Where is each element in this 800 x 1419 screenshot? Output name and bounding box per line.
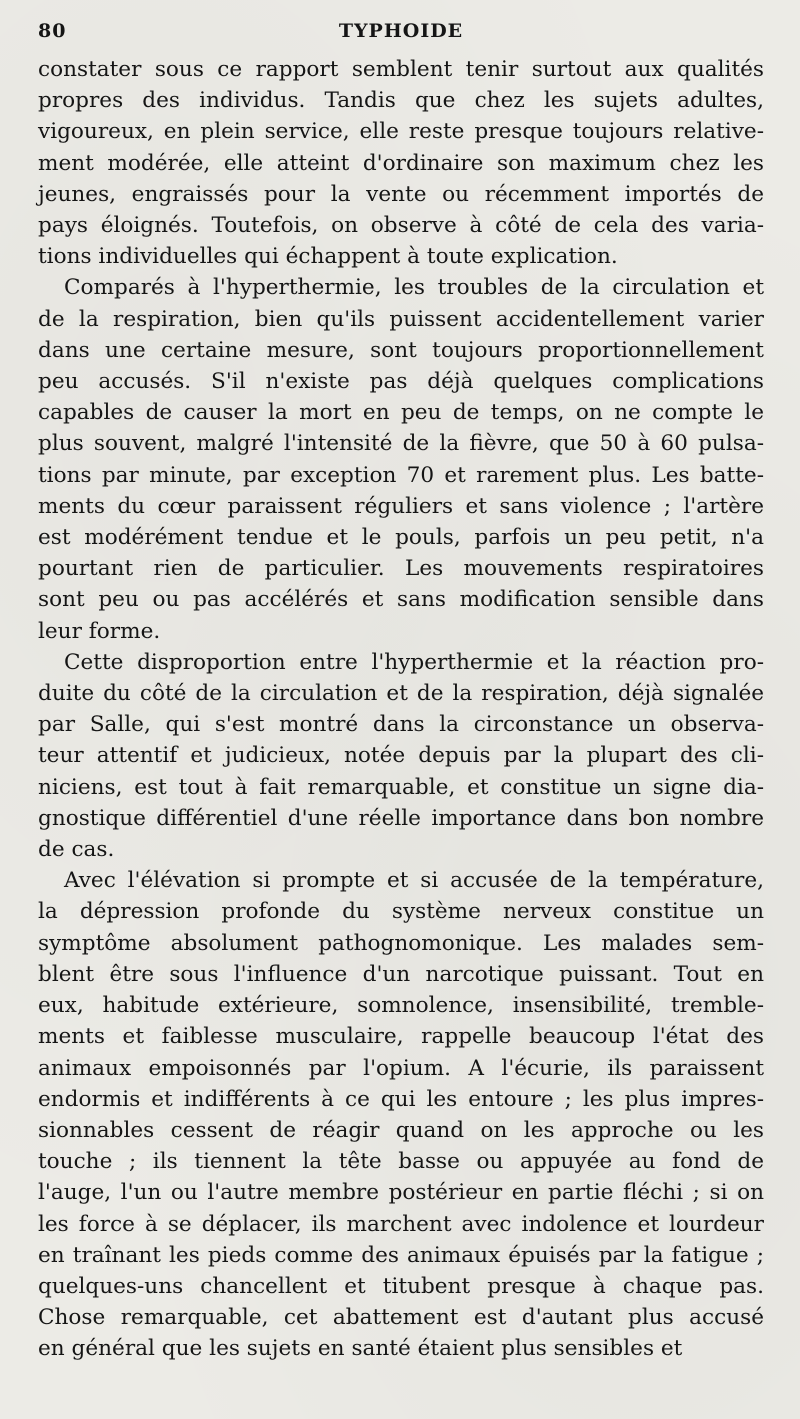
text-line: sionnables cessent de réagir quand on les approche ou les (38, 1117, 764, 1143)
text-line: quelques-uns chancellent et titubent presque à chaque pas. (38, 1273, 764, 1299)
paragraph (38, 272, 764, 646)
text-line: ment modérée, elle atteint d'ordinaire son maximum chez les (38, 150, 764, 176)
text-line: animaux empoisonnés par l'opium. A l'écurie, ils paraissent (38, 1055, 764, 1081)
text-line: constater sous ce rapport semblent tenir surtout aux qualités (38, 57, 764, 82)
text-line: en traînant les pieds comme des animaux épuisés par la fatigue ; (38, 1242, 764, 1268)
text-line: tions par minute, par exception 70 et rarement plus. Les batte- (38, 462, 764, 488)
text-line: l'auge, l'un ou l'autre membre postérieur en partie fléchi ; si on (38, 1180, 764, 1206)
text-line: leur forme. (38, 618, 161, 644)
text-line: eux, habitude extérieure, somnolence, insensibilité, tremble- (38, 993, 764, 1019)
body-text (38, 54, 764, 1365)
text-line: tions individuelles qui échappent à toute explication. (38, 244, 618, 270)
text-line: ments du cœur paraissent réguliers et sans violence ; l'artère (38, 493, 764, 519)
text-line: capables de causer la mort en peu de temps, on ne compte le (38, 400, 764, 426)
text-line: plus souvent, malgré l'intensité de la fièvre, que 50 à 60 pulsa- (38, 431, 764, 457)
text-line: blent être sous l'influence d'un narcotique puissant. Tout en (38, 961, 764, 987)
running-head (38, 18, 764, 48)
text-line: pays éloignés. Toutefois, on observe à côté de cela des varia- (38, 213, 764, 239)
text-line: Chose remarquable, cet abattement est d'autant plus accusé (38, 1305, 764, 1331)
text-line: niciens, est tout à fait remarquable, et constitue un signe dia- (38, 774, 764, 800)
text-line: duite du côté de la circulation et de la respiration, déjà signalée (38, 681, 764, 707)
text-line: Cette disproportion entre l'hyperthermie et la réaction pro- (64, 649, 764, 675)
text-line: les force à se déplacer, ils marchent avec indolence et lourdeur (38, 1211, 764, 1237)
paragraph (38, 865, 764, 1364)
text-line: touche ; ils tiennent la tête basse ou appuyée au fond de (38, 1149, 764, 1175)
paragraph (38, 54, 764, 272)
text-line: Avec l'élévation si prompte et si accusée de la température, (64, 868, 764, 894)
page-number: 80 (38, 20, 67, 42)
text-line: teur attentif et judicieux, notée depuis par la plupart des cli- (38, 743, 764, 769)
text-line: sont peu ou pas accélérés et sans modification sensible dans (38, 587, 764, 613)
text-line: ments et faiblesse musculaire, rappelle beaucoup l'état des (38, 1024, 764, 1050)
running-title: TYPHOIDE (338, 20, 464, 42)
text-line: pourtant rien de particulier. Les mouvements respiratoires (38, 556, 764, 582)
text-line: en général que les sujets en santé étaient plus sensibles et (38, 1336, 683, 1362)
text-line: gnostique différentiel d'une réelle importance dans bon nombre (38, 805, 764, 831)
text-line: propres des individus. Tandis que chez les sujets adultes, (38, 88, 764, 114)
text-line: endormis et indifférents à ce qui les entoure ; les plus impres- (38, 1086, 764, 1112)
text-line: de cas. (38, 837, 115, 863)
text-line: symptôme absolument pathognomonique. Les malades sem- (38, 930, 764, 956)
text-line: Comparés à l'hyperthermie, les troubles de la circulation et (64, 275, 764, 301)
text-line: de la respiration, bien qu'ils puissent accidentellement varier (38, 306, 764, 332)
text-line: jeunes, engraissés pour la vente ou récemment importés de (38, 181, 764, 207)
text-line: dans une certaine mesure, sont toujours proportionnellement (38, 337, 764, 363)
text-line: par Salle, qui s'est montré dans la circonstance un observa- (38, 712, 764, 738)
text-line: est modérément tendue et le pouls, parfois un peu petit, n'a (38, 525, 764, 551)
text-line: peu accusés. S'il n'existe pas déjà quelques complications (38, 369, 764, 395)
text-line: la dépression profonde du système nerveux constitue un (38, 899, 764, 925)
paragraph (38, 647, 764, 865)
text-line: vigoureux, en plein service, elle reste presque toujours relative- (38, 119, 764, 145)
